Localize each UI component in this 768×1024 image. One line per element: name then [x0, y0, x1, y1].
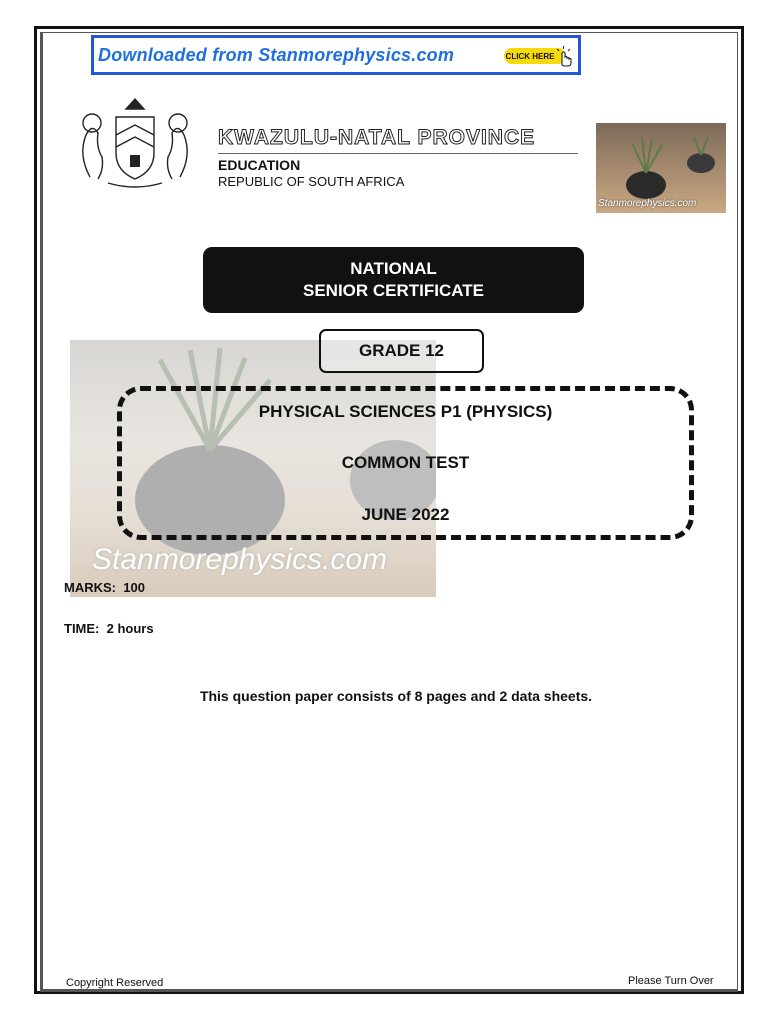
time-value: 2 hours	[106, 621, 154, 636]
department-name: EDUCATION	[218, 157, 301, 173]
divider	[218, 153, 578, 154]
country-name: REPUBLIC OF SOUTH AFRICA	[218, 174, 405, 189]
time-line	[64, 621, 154, 636]
turn-over-footer: Please Turn Over	[628, 975, 714, 987]
banner-text[interactable]: Downloaded from Stanmorephysics.com	[98, 44, 455, 65]
marks-line	[64, 580, 145, 595]
certificate-title-box	[203, 247, 584, 313]
certificate-line-2: SENIOR CERTIFICATE	[302, 281, 485, 300]
pointer-hand-icon	[554, 45, 574, 67]
time-label: TIME:	[64, 621, 100, 636]
test-type: COMMON TEST	[341, 453, 470, 472]
marks-label: MARKS:	[64, 580, 116, 595]
exam-date: JUNE 2022	[361, 505, 450, 524]
download-banner[interactable]	[91, 35, 581, 75]
grade-label: GRADE 12	[358, 341, 445, 360]
click-here-label: CLICK HERE	[505, 51, 555, 61]
watermark-text: Stanmorephysics.com	[92, 543, 388, 576]
paper-contents-note: This question paper consists of 8 pages and 2 data sheets.	[199, 688, 593, 704]
province-name: KWAZULU-NATAL PROVINCE	[218, 126, 536, 149]
certificate-line-1: NATIONAL	[350, 259, 437, 278]
subject-title: PHYSICAL SCIENCES P1 (PHYSICS)	[258, 402, 553, 421]
thumbnail-caption: Stanmorephysics.com	[598, 198, 697, 209]
copyright-footer: Copyright Reserved	[66, 977, 164, 989]
coat-of-arms-icon	[68, 95, 202, 191]
plant-thumbnail-image	[596, 123, 726, 213]
click-here-button[interactable]	[504, 48, 566, 64]
grade-box	[319, 329, 484, 373]
marks-value: 100	[123, 580, 145, 595]
